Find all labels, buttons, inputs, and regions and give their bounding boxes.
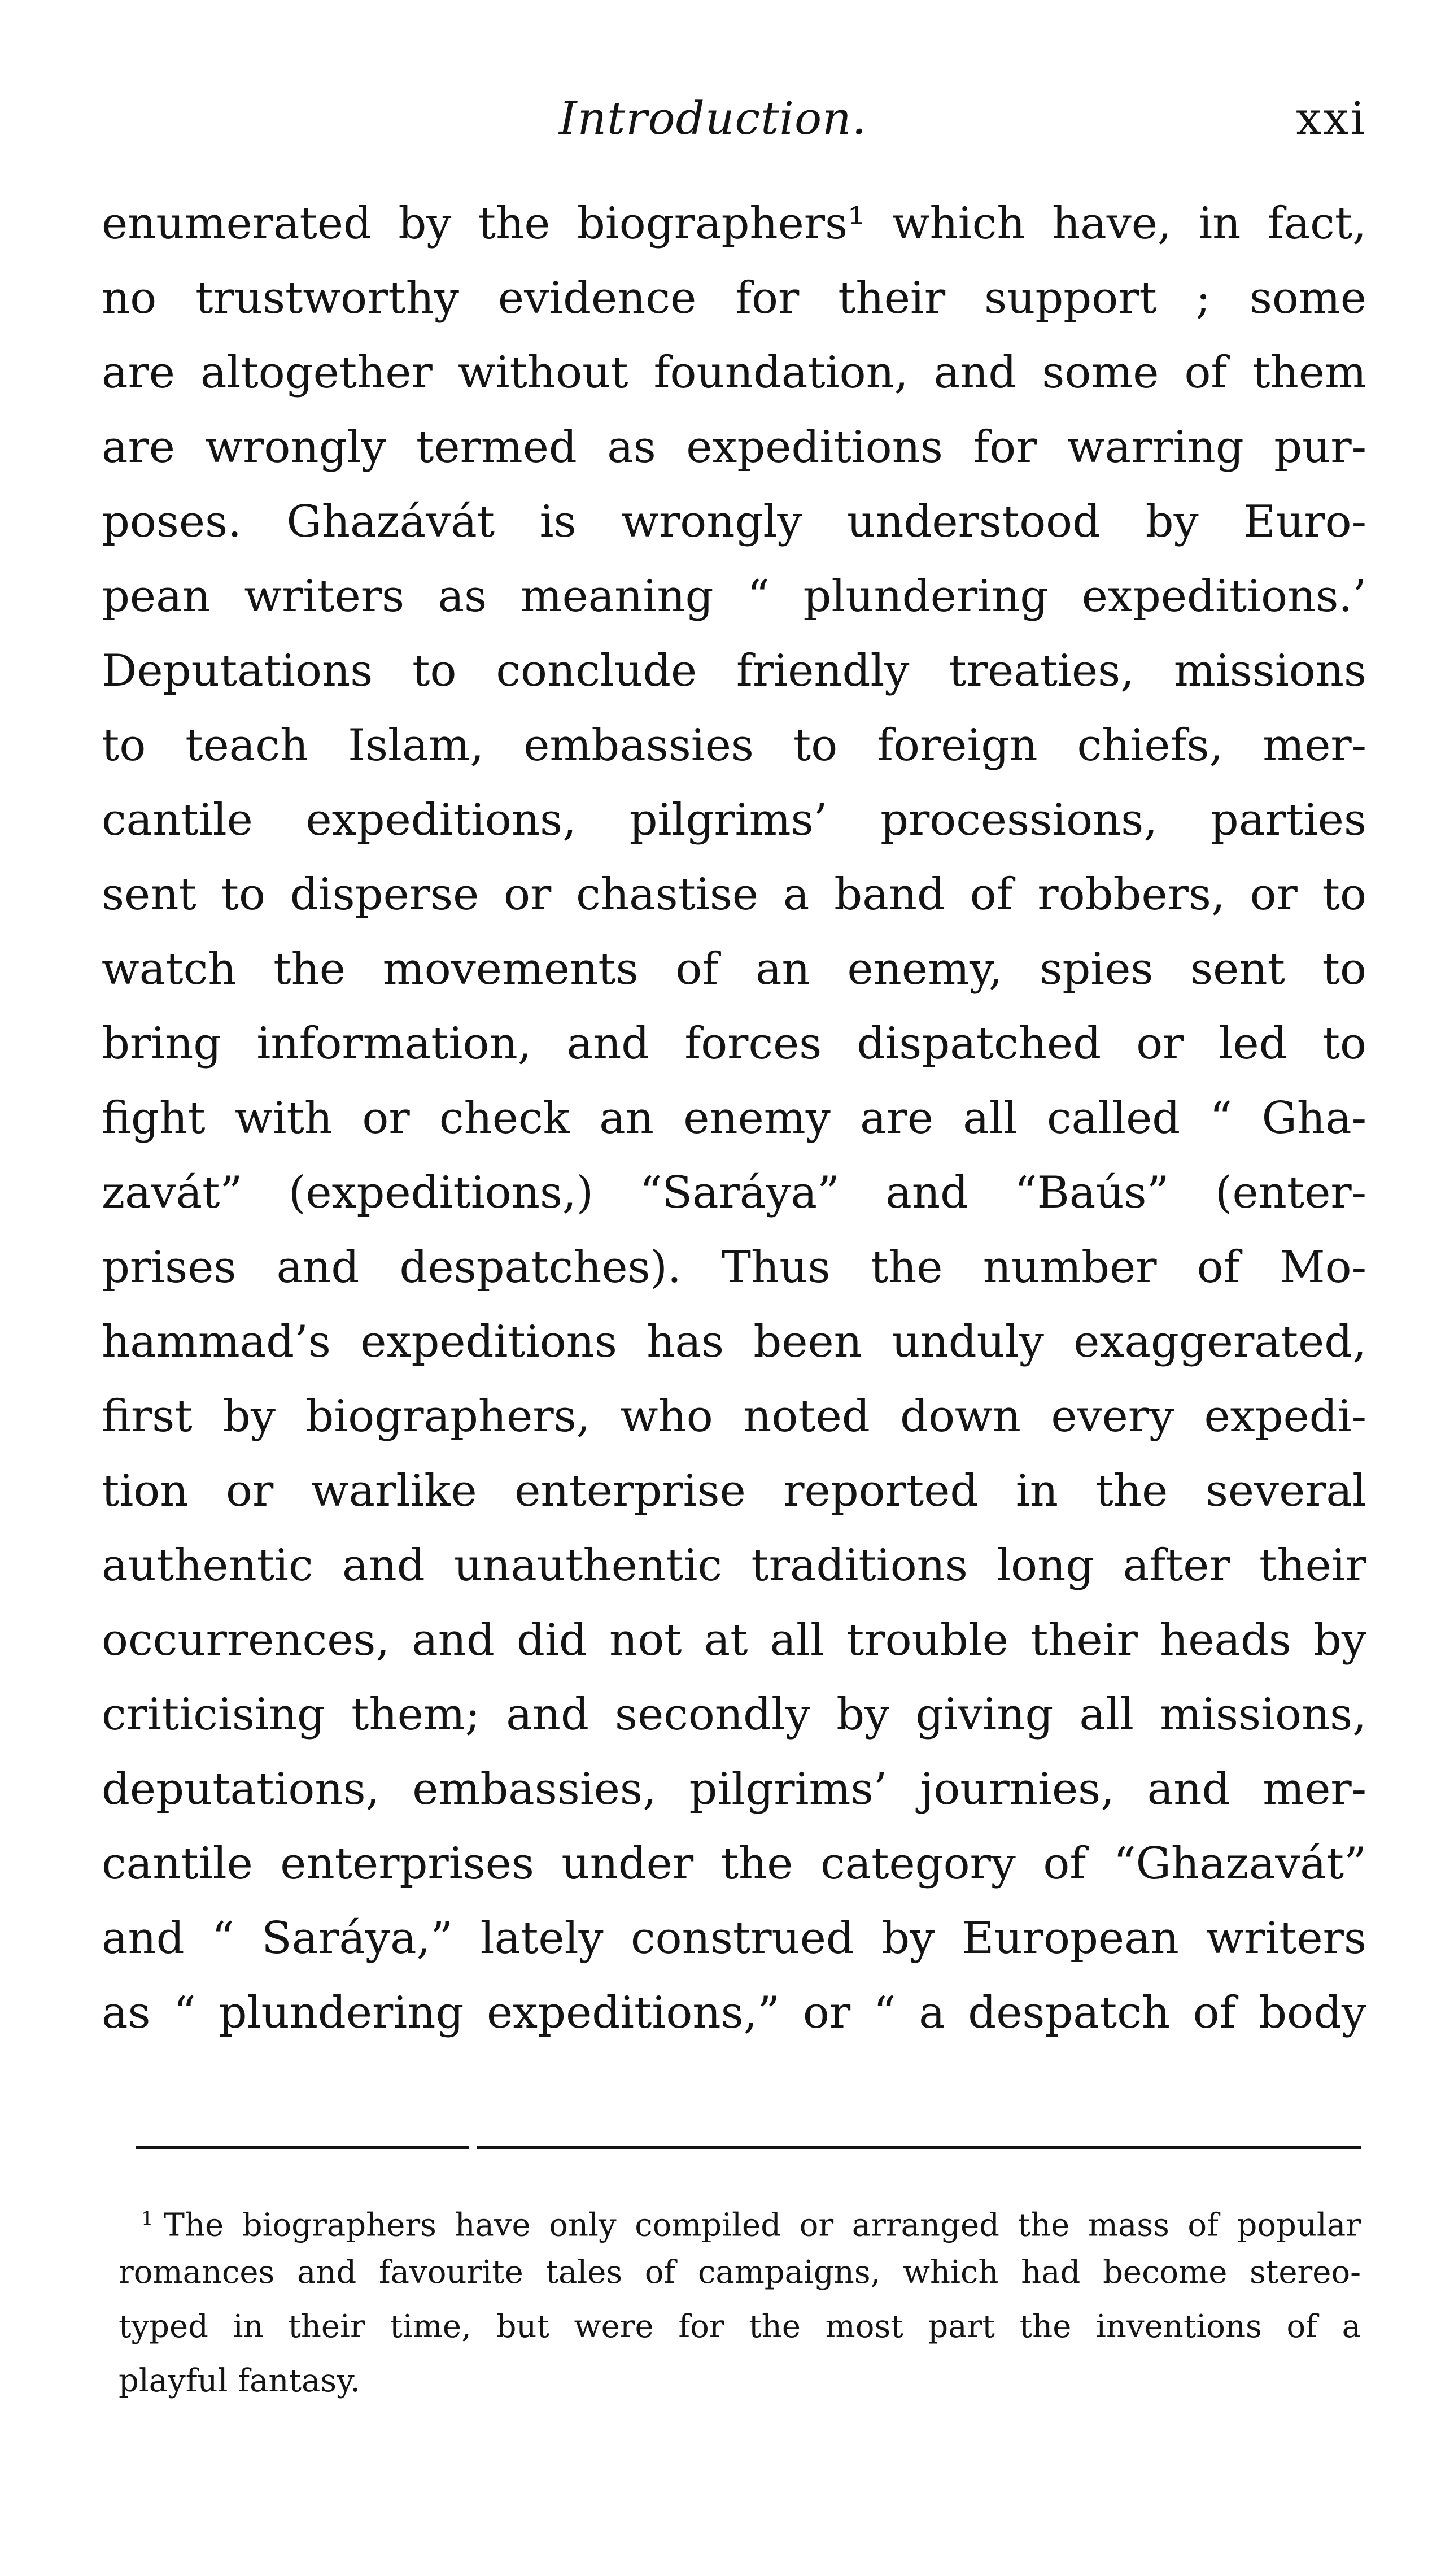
running-title: Introduction. <box>559 92 867 145</box>
body-line: hammad’s expeditions has been unduly exaggerated, <box>102 1317 1366 1367</box>
footnote-line-text: The biographers have only compiled or arranged the mass of popular <box>163 2207 1361 2244</box>
body-line: to teach Islam, embassies to foreign chiefs, mer- <box>102 720 1366 771</box>
body-line: and “ Saráya,” lately construed by European writers <box>102 1913 1366 1964</box>
body-line: Deputations to conclude friendly treaties, missions <box>102 646 1366 696</box>
body-line: enumerated by the biographers¹ which have, in fact, <box>102 198 1366 249</box>
footnote-divider-right <box>477 2146 1361 2149</box>
body-text <box>102 186 1366 2050</box>
body-line: are altogether without foundation, and some of them <box>102 347 1366 398</box>
body-line: bring information, and forces dispatched or led to <box>102 1018 1366 1069</box>
body-line: first by biographers, who noted down every expedi- <box>102 1391 1366 1442</box>
body-line: authentic and unauthentic traditions long after their <box>102 1540 1366 1591</box>
footnote-line-first <box>119 2191 1361 2246</box>
body-line: criticising them; and secondly by giving all missions, <box>102 1689 1366 1740</box>
body-line: deputations, embassies, pilgrims’ journies, and mer- <box>102 1764 1366 1815</box>
body-line: tion or warlike enterprise reported in the several <box>102 1466 1366 1516</box>
body-line: sent to disperse or chastise a band of robbers, or to <box>102 869 1366 920</box>
body-line: no trustworthy evidence for their support ; some <box>102 273 1366 324</box>
page-header <box>102 85 1366 152</box>
footnote-line: playful fantasy. <box>119 2363 361 2399</box>
body-line: are wrongly termed as expeditions for warring pur- <box>102 422 1366 473</box>
body-line: occurrences, and did not at all trouble their heads by <box>102 1615 1366 1666</box>
body-line: as “ plundering expeditions,” or “ a despatch of body <box>102 1987 1366 2038</box>
page-number: xxi <box>1296 92 1366 145</box>
footnote-line: romances and favourite tales of campaigns, which had become stereo- <box>119 2254 1361 2291</box>
footnote <box>119 2191 1361 2408</box>
body-line: poses. Ghazávát is wrongly understood by Euro- <box>102 496 1366 547</box>
footnote-divider-left <box>136 2146 469 2149</box>
body-line: prises and despatches). Thus the number of Mo- <box>102 1242 1366 1293</box>
body-line: zavát” (expeditions,) “Saráya” and “Baús” (enter- <box>102 1167 1366 1218</box>
body-line: cantile enterprises under the category of “Ghazavát” <box>102 1838 1366 1889</box>
footnote-marker: 1 <box>141 2207 154 2230</box>
footnote-line: typed in their time, but were for the most part the inventions of a <box>119 2308 1361 2345</box>
body-line: watch the movements of an enemy, spies sent to <box>102 944 1366 995</box>
body-line: pean writers as meaning “ plundering expeditions.’ <box>102 571 1366 622</box>
body-line: cantile expeditions, pilgrims’ processions, parties <box>102 795 1366 845</box>
body-line: fight with or check an enemy are all called “ Gha- <box>102 1093 1366 1144</box>
